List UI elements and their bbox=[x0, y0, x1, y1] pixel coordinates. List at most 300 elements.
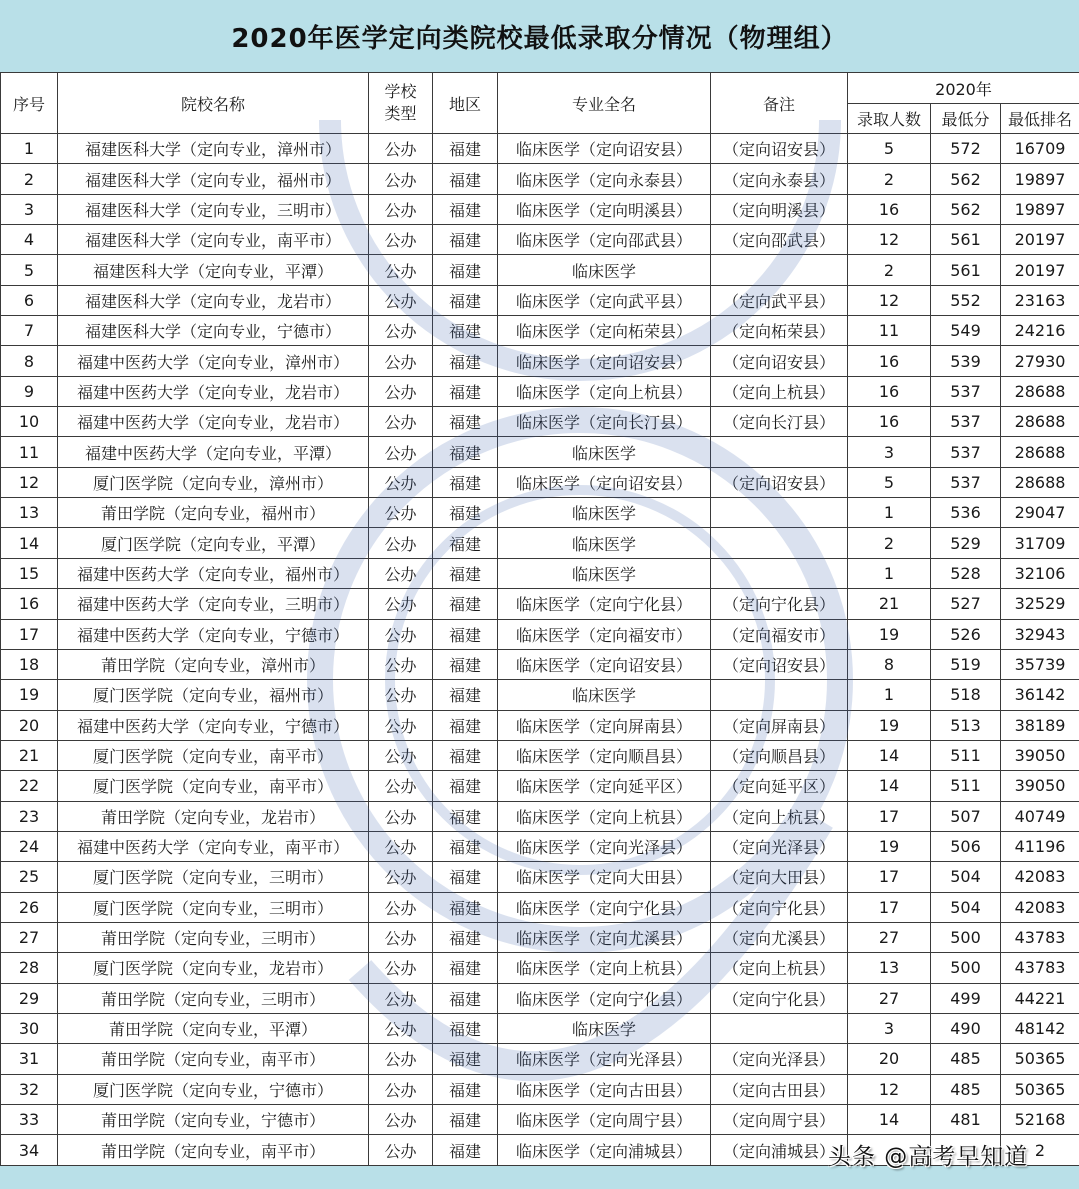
cell-region: 福建 bbox=[433, 862, 498, 892]
cell-index: 19 bbox=[1, 680, 58, 710]
table-header bbox=[1, 73, 1079, 134]
cell-min-rank: 42083 bbox=[1001, 892, 1079, 922]
cell-admitted: 14 bbox=[848, 771, 931, 801]
cell-school: 莆田学院（定向专业，福州市） bbox=[58, 498, 369, 528]
cell-major: 临床医学（定向诏安县） bbox=[498, 467, 711, 497]
cell-school: 福建医科大学（定向专业，平潭） bbox=[58, 255, 369, 285]
cell-admitted: 14 bbox=[848, 740, 931, 770]
cell-min-rank: 32529 bbox=[1001, 589, 1079, 619]
table-row bbox=[1, 134, 1079, 164]
cell-note: （定向上杭县） bbox=[711, 953, 848, 983]
cell-region: 福建 bbox=[433, 922, 498, 952]
cell-note: （定向古田县） bbox=[711, 1074, 848, 1104]
cell-major: 临床医学 bbox=[498, 437, 711, 467]
cell-admitted: 11 bbox=[848, 316, 931, 346]
cell-min-score: 481 bbox=[931, 1105, 1001, 1135]
cell-admitted: 21 bbox=[848, 589, 931, 619]
cell-index: 16 bbox=[1, 589, 58, 619]
cell-index: 18 bbox=[1, 649, 58, 679]
cell-region: 福建 bbox=[433, 407, 498, 437]
cell-school-type: 公办 bbox=[369, 892, 433, 922]
header-min-score: 最低分 bbox=[931, 104, 1001, 134]
cell-school-type: 公办 bbox=[369, 316, 433, 346]
cell-min-score: 485 bbox=[931, 1044, 1001, 1074]
cell-note bbox=[711, 1013, 848, 1043]
cell-major: 临床医学（定向永泰县） bbox=[498, 164, 711, 194]
cell-major: 临床医学（定向浦城县） bbox=[498, 1135, 711, 1165]
cell-region: 福建 bbox=[433, 801, 498, 831]
cell-school: 福建中医药大学（定向专业，龙岩市） bbox=[58, 407, 369, 437]
cell-min-score: 529 bbox=[931, 528, 1001, 558]
cell-school-type: 公办 bbox=[369, 953, 433, 983]
cell-school-type: 公办 bbox=[369, 498, 433, 528]
cell-note: （定向上杭县） bbox=[711, 376, 848, 406]
header-region: 地区 bbox=[433, 73, 498, 134]
cell-min-score: 536 bbox=[931, 498, 1001, 528]
header-index: 序号 bbox=[1, 73, 58, 134]
cell-admitted: 16 bbox=[848, 376, 931, 406]
cell-min-rank: 52168 bbox=[1001, 1105, 1079, 1135]
cell-school-type: 公办 bbox=[369, 1013, 433, 1043]
cell-admitted: 17 bbox=[848, 801, 931, 831]
cell-min-rank: 20197 bbox=[1001, 225, 1079, 255]
cell-min-rank: 32106 bbox=[1001, 558, 1079, 588]
cell-region: 福建 bbox=[433, 255, 498, 285]
cell-note bbox=[711, 680, 848, 710]
cell-index: 34 bbox=[1, 1135, 58, 1165]
table-row bbox=[1, 498, 1079, 528]
cell-region: 福建 bbox=[433, 649, 498, 679]
cell-region: 福建 bbox=[433, 831, 498, 861]
cell-min-score: 539 bbox=[931, 346, 1001, 376]
cell-min-score: 549 bbox=[931, 316, 1001, 346]
cell-index: 10 bbox=[1, 407, 58, 437]
cell-region: 福建 bbox=[433, 710, 498, 740]
cell-min-score: 528 bbox=[931, 558, 1001, 588]
cell-index: 5 bbox=[1, 255, 58, 285]
cell-note: （定向光泽县） bbox=[711, 831, 848, 861]
cell-min-score: 500 bbox=[931, 953, 1001, 983]
cell-school-type: 公办 bbox=[369, 619, 433, 649]
cell-min-score: 511 bbox=[931, 740, 1001, 770]
cell-min-score: 507 bbox=[931, 801, 1001, 831]
header-school-type bbox=[369, 73, 433, 134]
cell-school: 福建医科大学（定向专业，漳州市） bbox=[58, 134, 369, 164]
cell-school: 厦门医学院（定向专业，龙岩市） bbox=[58, 953, 369, 983]
cell-index: 31 bbox=[1, 1044, 58, 1074]
cell-region: 福建 bbox=[433, 225, 498, 255]
cell-note: （定向邵武县） bbox=[711, 225, 848, 255]
cell-region: 福建 bbox=[433, 467, 498, 497]
table-row bbox=[1, 1013, 1079, 1043]
cell-admitted: 20 bbox=[848, 1044, 931, 1074]
cell-school-type: 公办 bbox=[369, 831, 433, 861]
cell-min-rank: 2 bbox=[1001, 1135, 1079, 1165]
table-row bbox=[1, 346, 1079, 376]
cell-index: 2 bbox=[1, 164, 58, 194]
table-row bbox=[1, 831, 1079, 861]
header-min-rank: 最低排名 bbox=[1001, 104, 1079, 134]
cell-min-rank: 27930 bbox=[1001, 346, 1079, 376]
cell-school: 厦门医学院（定向专业，三明市） bbox=[58, 862, 369, 892]
cell-min-rank: 39050 bbox=[1001, 771, 1079, 801]
cell-school: 福建中医药大学（定向专业，宁德市） bbox=[58, 619, 369, 649]
cell-min-rank: 29047 bbox=[1001, 498, 1079, 528]
table-row bbox=[1, 316, 1079, 346]
cell-school: 福建中医药大学（定向专业，漳州市） bbox=[58, 346, 369, 376]
cell-region: 福建 bbox=[433, 316, 498, 346]
cell-note: （定向周宁县） bbox=[711, 1105, 848, 1135]
cell-admitted: 19 bbox=[848, 619, 931, 649]
cell-note: （定向浦城县） bbox=[711, 1135, 848, 1165]
cell-major: 临床医学（定向邵武县） bbox=[498, 225, 711, 255]
cell-index: 33 bbox=[1, 1105, 58, 1135]
cell-school-type: 公办 bbox=[369, 1044, 433, 1074]
cell-note: （定向屏南县） bbox=[711, 710, 848, 740]
cell-index: 24 bbox=[1, 831, 58, 861]
cell-school-type: 公办 bbox=[369, 194, 433, 224]
cell-index: 4 bbox=[1, 225, 58, 255]
table-row bbox=[1, 862, 1079, 892]
cell-school: 莆田学院（定向专业，平潭） bbox=[58, 1013, 369, 1043]
cell-region: 福建 bbox=[433, 164, 498, 194]
cell-min-rank: 24216 bbox=[1001, 316, 1079, 346]
cell-note: （定向柘荣县） bbox=[711, 316, 848, 346]
cell-admitted: 5 bbox=[848, 134, 931, 164]
cell-note: （定向明溪县） bbox=[711, 194, 848, 224]
cell-major: 临床医学（定向宁化县） bbox=[498, 892, 711, 922]
cell-major: 临床医学 bbox=[498, 498, 711, 528]
cell-min-rank: 43783 bbox=[1001, 922, 1079, 952]
cell-note: （定向宁化县） bbox=[711, 892, 848, 922]
cell-major: 临床医学（定向屏南县） bbox=[498, 710, 711, 740]
cell-major: 临床医学 bbox=[498, 680, 711, 710]
cell-region: 福建 bbox=[433, 376, 498, 406]
table-row bbox=[1, 649, 1079, 679]
cell-min-rank: 32943 bbox=[1001, 619, 1079, 649]
cell-major: 临床医学（定向光泽县） bbox=[498, 831, 711, 861]
cell-major: 临床医学（定向福安市） bbox=[498, 619, 711, 649]
cell-major: 临床医学 bbox=[498, 558, 711, 588]
cell-note: （定向诏安县） bbox=[711, 346, 848, 376]
cell-school: 福建中医药大学（定向专业，平潭） bbox=[58, 437, 369, 467]
cell-note bbox=[711, 528, 848, 558]
table-row bbox=[1, 1074, 1079, 1104]
cell-major: 临床医学（定向诏安县） bbox=[498, 346, 711, 376]
cell-region: 福建 bbox=[433, 1105, 498, 1135]
cell-note: （定向诏安县） bbox=[711, 134, 848, 164]
cell-school-type: 公办 bbox=[369, 589, 433, 619]
cell-min-rank: 28688 bbox=[1001, 467, 1079, 497]
table-row bbox=[1, 376, 1079, 406]
cell-note: （定向光泽县） bbox=[711, 1044, 848, 1074]
cell-admitted: 1 bbox=[848, 558, 931, 588]
cell-school: 福建中医药大学（定向专业，三明市） bbox=[58, 589, 369, 619]
cell-min-score: 504 bbox=[931, 892, 1001, 922]
cell-index: 14 bbox=[1, 528, 58, 558]
cell-min-rank: 44221 bbox=[1001, 983, 1079, 1013]
cell-school: 福建医科大学（定向专业，福州市） bbox=[58, 164, 369, 194]
cell-min-score: 537 bbox=[931, 467, 1001, 497]
cell-school: 莆田学院（定向专业，三明市） bbox=[58, 922, 369, 952]
cell-major: 临床医学（定向长汀县） bbox=[498, 407, 711, 437]
cell-note bbox=[711, 558, 848, 588]
cell-school-type: 公办 bbox=[369, 437, 433, 467]
cell-index: 6 bbox=[1, 285, 58, 315]
cell-school-type: 公办 bbox=[369, 801, 433, 831]
cell-index: 25 bbox=[1, 862, 58, 892]
cell-school-type: 公办 bbox=[369, 164, 433, 194]
cell-admitted: 19 bbox=[848, 710, 931, 740]
cell-note: （定向福安市） bbox=[711, 619, 848, 649]
cell-admitted: 2 bbox=[848, 528, 931, 558]
cell-note: （定向延平区） bbox=[711, 771, 848, 801]
cell-admitted: 16 bbox=[848, 194, 931, 224]
cell-note: （定向永泰县） bbox=[711, 164, 848, 194]
cell-school-type: 公办 bbox=[369, 558, 433, 588]
cell-major: 临床医学（定向大田县） bbox=[498, 862, 711, 892]
admission-table bbox=[0, 72, 1079, 1166]
header-school-type-line1: 学校 bbox=[384, 82, 417, 101]
table-row bbox=[1, 285, 1079, 315]
cell-region: 福建 bbox=[433, 1135, 498, 1165]
cell-min-rank: 20197 bbox=[1001, 255, 1079, 285]
cell-min-score: 527 bbox=[931, 589, 1001, 619]
cell-school-type: 公办 bbox=[369, 285, 433, 315]
cell-region: 福建 bbox=[433, 498, 498, 528]
cell-index: 12 bbox=[1, 467, 58, 497]
table-row bbox=[1, 164, 1079, 194]
table-row bbox=[1, 922, 1079, 952]
cell-admitted: 16 bbox=[848, 407, 931, 437]
cell-school: 莆田学院（定向专业，龙岩市） bbox=[58, 801, 369, 831]
cell-min-score: 513 bbox=[931, 710, 1001, 740]
cell-major: 临床医学（定向上杭县） bbox=[498, 953, 711, 983]
cell-note: （定向尤溪县） bbox=[711, 922, 848, 952]
cell-admitted: 27 bbox=[848, 983, 931, 1013]
table-row bbox=[1, 589, 1079, 619]
cell-index: 22 bbox=[1, 771, 58, 801]
cell-admitted: 1 bbox=[848, 680, 931, 710]
cell-school-type: 公办 bbox=[369, 1074, 433, 1104]
cell-school: 厦门医学院（定向专业，南平市） bbox=[58, 740, 369, 770]
source-credit: 头条 @高考早知道 bbox=[828, 1144, 1029, 1170]
cell-school-type: 公办 bbox=[369, 740, 433, 770]
cell-min-rank: 48142 bbox=[1001, 1013, 1079, 1043]
cell-admitted: 5 bbox=[848, 467, 931, 497]
cell-school-type: 公办 bbox=[369, 467, 433, 497]
cell-admitted: 2 bbox=[848, 164, 931, 194]
cell-school: 福建中医药大学（定向专业，福州市） bbox=[58, 558, 369, 588]
cell-admitted: 17 bbox=[848, 892, 931, 922]
table-row bbox=[1, 225, 1079, 255]
cell-region: 福建 bbox=[433, 285, 498, 315]
cell-admitted: 14 bbox=[848, 1105, 931, 1135]
cell-min-score: 561 bbox=[931, 225, 1001, 255]
cell-region: 福建 bbox=[433, 558, 498, 588]
cell-note: （定向诏安县） bbox=[711, 649, 848, 679]
cell-region: 福建 bbox=[433, 892, 498, 922]
title-bar bbox=[0, 0, 1079, 73]
cell-region: 福建 bbox=[433, 680, 498, 710]
cell-school-type: 公办 bbox=[369, 649, 433, 679]
cell-index: 13 bbox=[1, 498, 58, 528]
cell-min-score: 490 bbox=[931, 1013, 1001, 1043]
table-row bbox=[1, 953, 1079, 983]
cell-school-type: 公办 bbox=[369, 922, 433, 952]
cell-min-score: 506 bbox=[931, 831, 1001, 861]
table-body bbox=[1, 134, 1079, 1166]
cell-region: 福建 bbox=[433, 1013, 498, 1043]
cell-index: 30 bbox=[1, 1013, 58, 1043]
cell-min-rank: 19897 bbox=[1001, 194, 1079, 224]
cell-min-rank: 43783 bbox=[1001, 953, 1079, 983]
cell-major: 临床医学（定向尤溪县） bbox=[498, 922, 711, 952]
cell-major: 临床医学（定向柘荣县） bbox=[498, 316, 711, 346]
cell-region: 福建 bbox=[433, 983, 498, 1013]
cell-min-rank: 50365 bbox=[1001, 1074, 1079, 1104]
table-row bbox=[1, 619, 1079, 649]
table-row bbox=[1, 801, 1079, 831]
cell-min-rank: 28688 bbox=[1001, 407, 1079, 437]
cell-major: 临床医学（定向上杭县） bbox=[498, 801, 711, 831]
table-row bbox=[1, 983, 1079, 1013]
cell-major: 临床医学 bbox=[498, 528, 711, 558]
cell-min-rank: 36142 bbox=[1001, 680, 1079, 710]
cell-school: 福建医科大学（定向专业，龙岩市） bbox=[58, 285, 369, 315]
cell-school: 福建医科大学（定向专业，宁德市） bbox=[58, 316, 369, 346]
cell-index: 7 bbox=[1, 316, 58, 346]
table-row bbox=[1, 892, 1079, 922]
cell-major: 临床医学（定向明溪县） bbox=[498, 194, 711, 224]
table-row bbox=[1, 407, 1079, 437]
cell-index: 23 bbox=[1, 801, 58, 831]
cell-school-type: 公办 bbox=[369, 255, 433, 285]
cell-school: 厦门医学院（定向专业，福州市） bbox=[58, 680, 369, 710]
cell-index: 9 bbox=[1, 376, 58, 406]
table-row bbox=[1, 1105, 1079, 1135]
cell-school-type: 公办 bbox=[369, 376, 433, 406]
cell-index: 1 bbox=[1, 134, 58, 164]
cell-min-rank: 31709 bbox=[1001, 528, 1079, 558]
cell-admitted: 8 bbox=[848, 649, 931, 679]
cell-school-type: 公办 bbox=[369, 225, 433, 255]
cell-min-score: 519 bbox=[931, 649, 1001, 679]
cell-major: 临床医学（定向上杭县） bbox=[498, 376, 711, 406]
cell-min-score: 526 bbox=[931, 619, 1001, 649]
cell-min-score: 537 bbox=[931, 437, 1001, 467]
cell-min-rank: 50365 bbox=[1001, 1044, 1079, 1074]
cell-region: 福建 bbox=[433, 528, 498, 558]
table-row bbox=[1, 771, 1079, 801]
cell-school: 福建医科大学（定向专业，三明市） bbox=[58, 194, 369, 224]
cell-note: （定向大田县） bbox=[711, 862, 848, 892]
table-row bbox=[1, 437, 1079, 467]
cell-min-score: 518 bbox=[931, 680, 1001, 710]
cell-min-score: 499 bbox=[931, 983, 1001, 1013]
cell-min-rank: 35739 bbox=[1001, 649, 1079, 679]
cell-region: 福建 bbox=[433, 1044, 498, 1074]
cell-min-score: 561 bbox=[931, 255, 1001, 285]
cell-school: 莆田学院（定向专业，三明市） bbox=[58, 983, 369, 1013]
cell-admitted: 19 bbox=[848, 831, 931, 861]
cell-school: 福建医科大学（定向专业，南平市） bbox=[58, 225, 369, 255]
cell-major: 临床医学（定向武平县） bbox=[498, 285, 711, 315]
table-row bbox=[1, 680, 1079, 710]
cell-major: 临床医学 bbox=[498, 255, 711, 285]
header-school: 院校名称 bbox=[58, 73, 369, 134]
cell-min-score: 562 bbox=[931, 194, 1001, 224]
cell-region: 福建 bbox=[433, 589, 498, 619]
table-row bbox=[1, 740, 1079, 770]
cell-admitted: 12 bbox=[848, 225, 931, 255]
table-row bbox=[1, 467, 1079, 497]
cell-major: 临床医学 bbox=[498, 1013, 711, 1043]
cell-major: 临床医学（定向古田县） bbox=[498, 1074, 711, 1104]
cell-min-score: 485 bbox=[931, 1074, 1001, 1104]
cell-major: 临床医学（定向宁化县） bbox=[498, 983, 711, 1013]
cell-min-rank: 28688 bbox=[1001, 376, 1079, 406]
table-row bbox=[1, 255, 1079, 285]
cell-school: 福建中医药大学（定向专业，龙岩市） bbox=[58, 376, 369, 406]
cell-school: 福建中医药大学（定向专业，宁德市） bbox=[58, 710, 369, 740]
cell-school-type: 公办 bbox=[369, 771, 433, 801]
cell-admitted: 1 bbox=[848, 498, 931, 528]
cell-school-type: 公办 bbox=[369, 710, 433, 740]
cell-admitted: 13 bbox=[848, 953, 931, 983]
cell-admitted: 2 bbox=[848, 255, 931, 285]
cell-note: （定向宁化县） bbox=[711, 589, 848, 619]
cell-min-rank: 23163 bbox=[1001, 285, 1079, 315]
cell-school: 莆田学院（定向专业，宁德市） bbox=[58, 1105, 369, 1135]
cell-admitted: 3 bbox=[848, 1013, 931, 1043]
cell-note: （定向诏安县） bbox=[711, 467, 848, 497]
cell-min-score: 562 bbox=[931, 164, 1001, 194]
cell-school: 厦门医学院（定向专业，漳州市） bbox=[58, 467, 369, 497]
cell-admitted: 27 bbox=[848, 922, 931, 952]
cell-school: 厦门医学院（定向专业，宁德市） bbox=[58, 1074, 369, 1104]
cell-min-score: 552 bbox=[931, 285, 1001, 315]
cell-admitted: 17 bbox=[848, 862, 931, 892]
cell-region: 福建 bbox=[433, 134, 498, 164]
cell-index: 15 bbox=[1, 558, 58, 588]
cell-note bbox=[711, 255, 848, 285]
cell-index: 21 bbox=[1, 740, 58, 770]
cell-min-score: 537 bbox=[931, 376, 1001, 406]
cell-min-rank: 39050 bbox=[1001, 740, 1079, 770]
table-row bbox=[1, 528, 1079, 558]
cell-school-type: 公办 bbox=[369, 346, 433, 376]
cell-school: 厦门医学院（定向专业，南平市） bbox=[58, 771, 369, 801]
page-title: 2020年医学定向类院校最低录取分情况（物理组） bbox=[231, 23, 848, 54]
cell-min-score: 572 bbox=[931, 134, 1001, 164]
cell-min-score: 504 bbox=[931, 862, 1001, 892]
cell-school: 厦门医学院（定向专业，平潭） bbox=[58, 528, 369, 558]
cell-index: 8 bbox=[1, 346, 58, 376]
table-row bbox=[1, 194, 1079, 224]
cell-major: 临床医学（定向周宁县） bbox=[498, 1105, 711, 1135]
table-row bbox=[1, 1044, 1079, 1074]
table-row bbox=[1, 558, 1079, 588]
cell-note: （定向武平县） bbox=[711, 285, 848, 315]
cell-school-type: 公办 bbox=[369, 983, 433, 1013]
cell-index: 3 bbox=[1, 194, 58, 224]
cell-school: 莆田学院（定向专业，南平市） bbox=[58, 1135, 369, 1165]
cell-region: 福建 bbox=[433, 346, 498, 376]
cell-school: 福建中医药大学（定向专业，南平市） bbox=[58, 831, 369, 861]
cell-min-rank: 16709 bbox=[1001, 134, 1079, 164]
cell-admitted: 12 bbox=[848, 1074, 931, 1104]
